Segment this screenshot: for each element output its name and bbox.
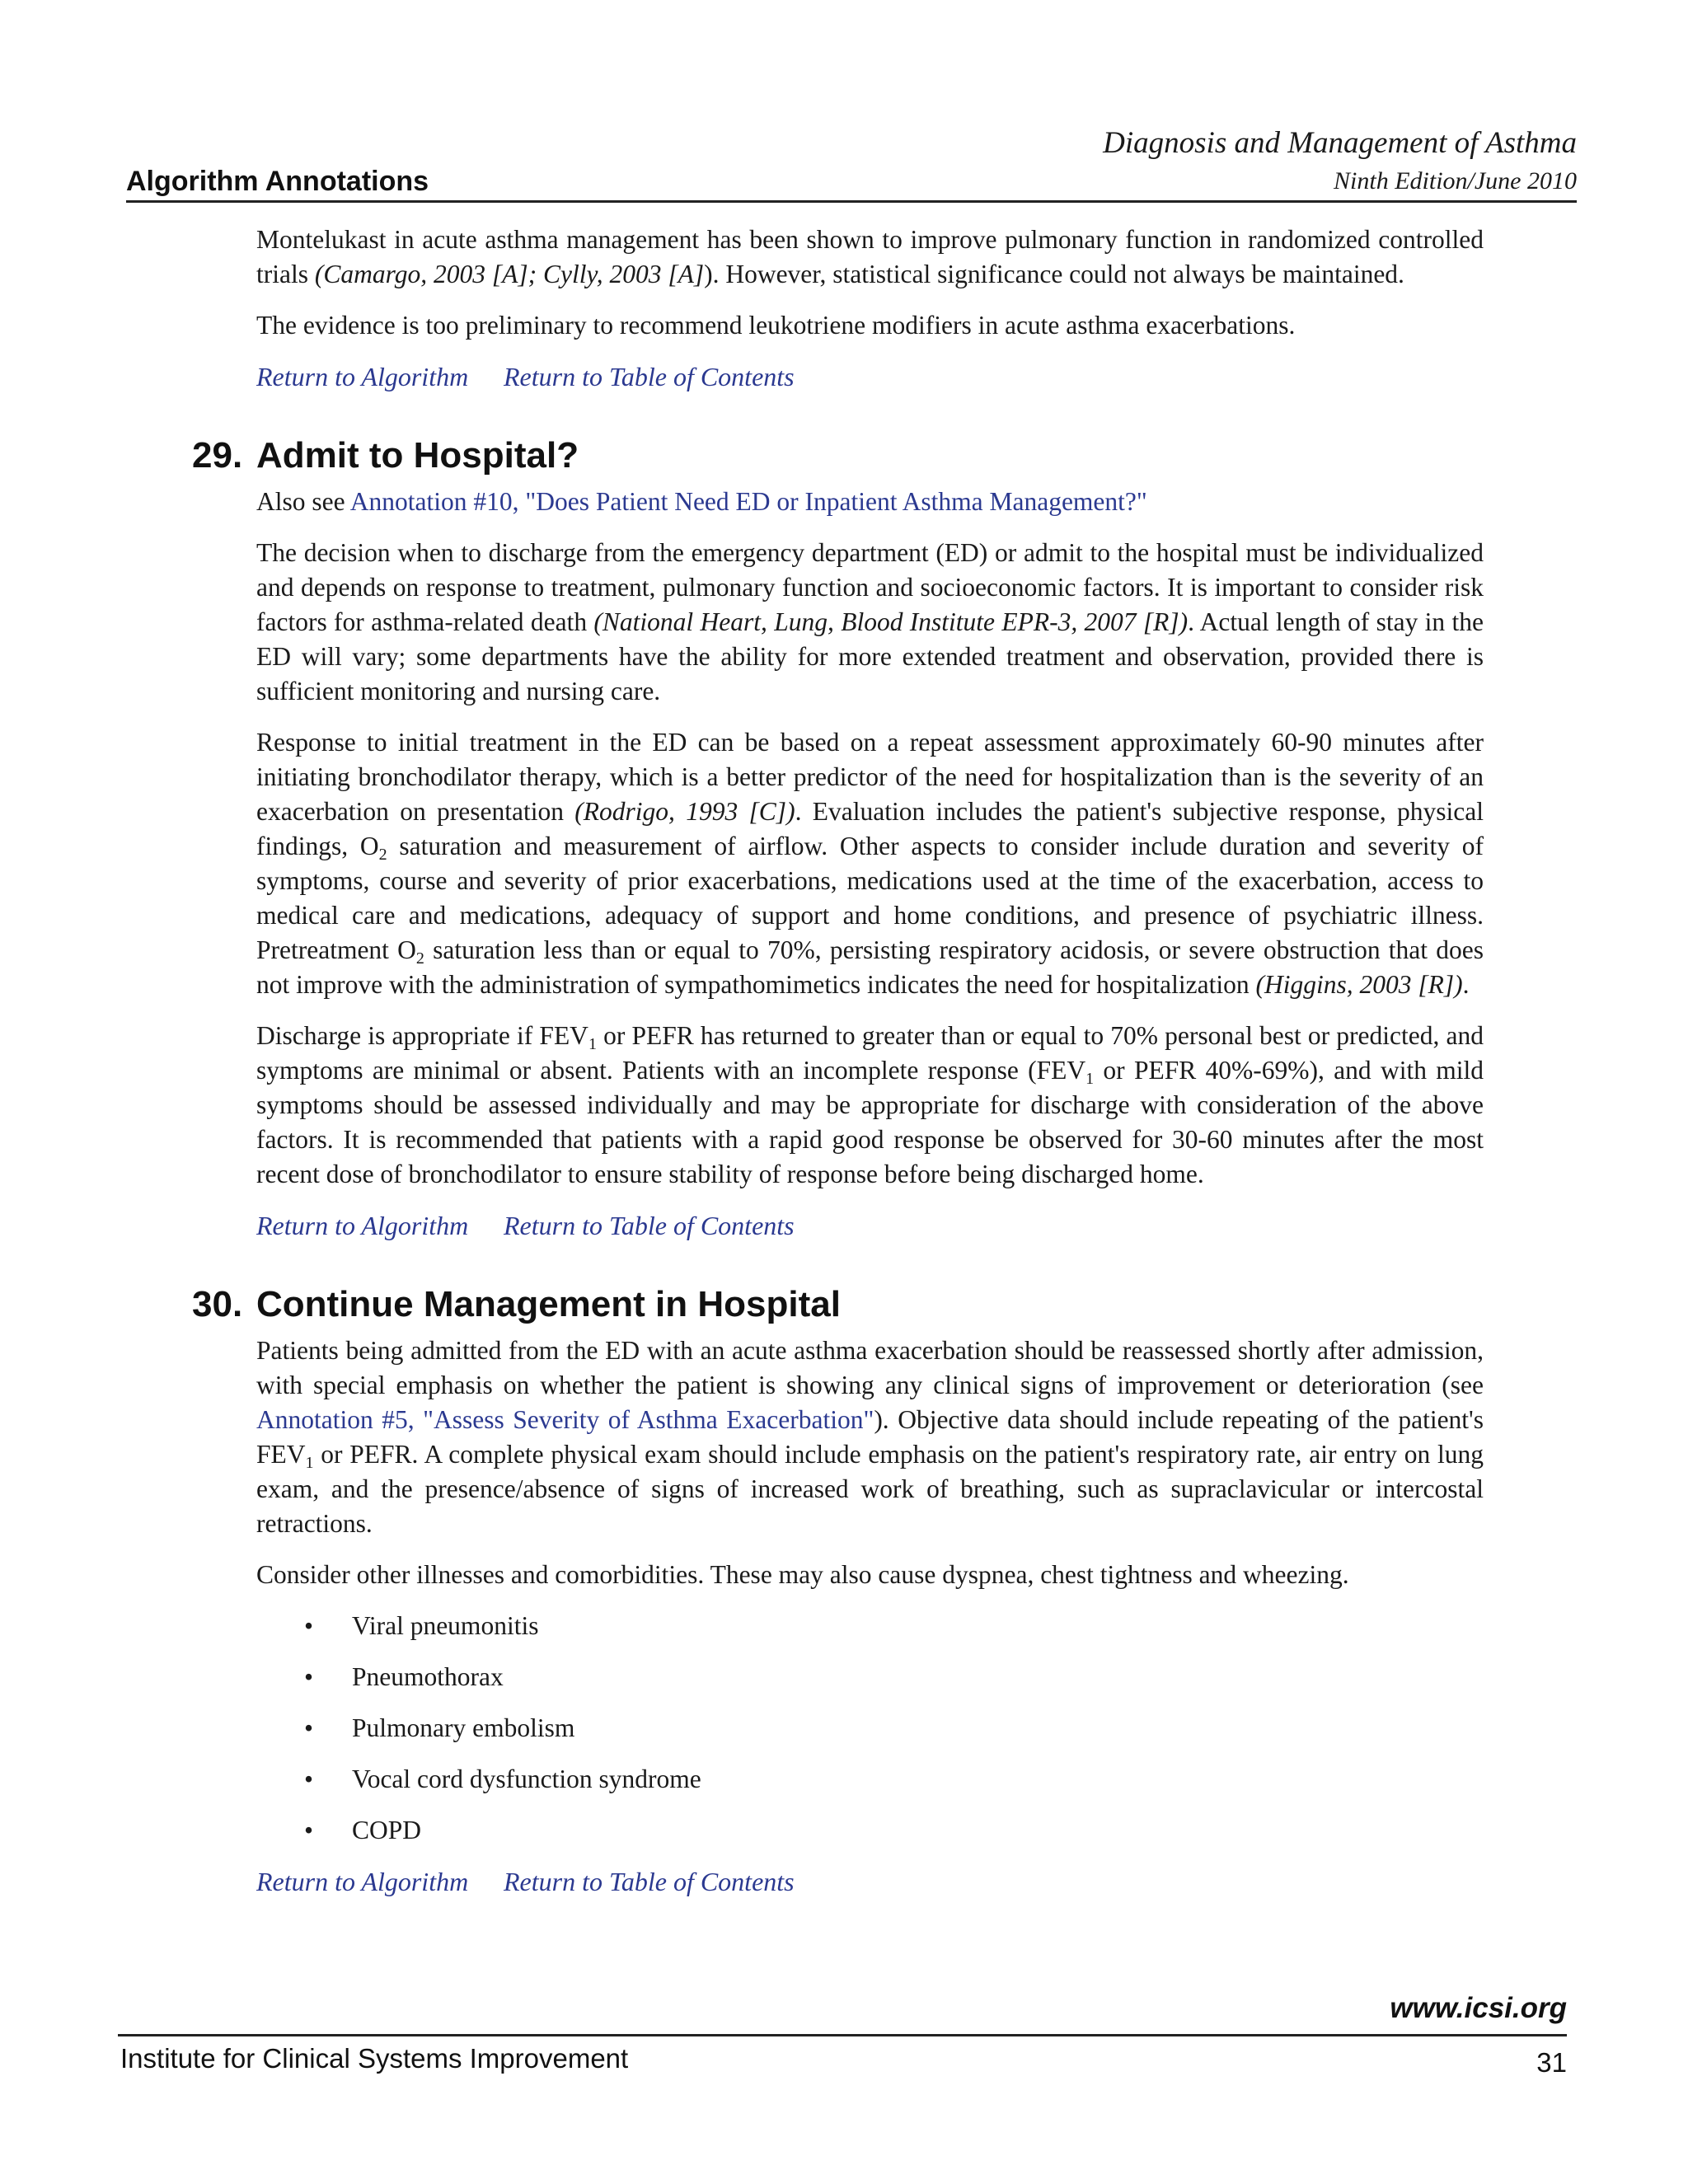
return-to-toc-link[interactable]: Return to Table of Contents xyxy=(504,1867,795,1896)
list-item: • Viral pneumonitis xyxy=(256,1609,1484,1643)
list-item: • Vocal cord dysfunction syndrome xyxy=(256,1762,1484,1797)
edition-label: Ninth Edition/June 2010 xyxy=(1334,167,1577,194)
section-29-number: 29. xyxy=(192,435,243,476)
section-30-paragraph-2: Consider other illnesses and comorbidities. These may also cause dyspnea, chest tightness and wheezing. xyxy=(256,1560,1349,1589)
section-30-number: 30. xyxy=(192,1284,243,1324)
section-30-title: Continue Management in Hospital xyxy=(256,1284,841,1324)
bullet-icon: • xyxy=(304,1662,314,1691)
return-to-toc-link[interactable]: Return to Table of Contents xyxy=(504,1211,795,1240)
intro-paragraph-2: The evidence is too preliminary to recommend leukotriene modifiers in acute asthma exacerbations. xyxy=(256,311,1296,340)
nav-links-2 xyxy=(256,1208,1484,1243)
list-item: • Pulmonary embolism xyxy=(256,1711,1484,1746)
nav-links-1 xyxy=(256,359,1484,394)
bullet-icon: • xyxy=(304,1816,314,1844)
return-to-algorithm-link[interactable]: Return to Algorithm xyxy=(256,1211,469,1240)
nav-links-3 xyxy=(256,1864,1484,1899)
section-29-paragraph-2: Response to initial treatment in the ED can be based on a repeat assessment approximately 60-90 minutes after initiating bronchodilator therapy, which is a better predictor of the need for hospitalization than is the severity of an exacerbation on presentation (Rodrigo, 1993 [C]). Evaluation includes the patient's subjective response, physical findings, $O_2$ saturation and measurement of airflow. Other aspects to consider include duration and severity of symptoms, course and severity of prior exacerbations, medications used at the time of the exacerbation, access to medical care and medications, adequacy of support and home conditions, and presence of psychiatric illness. Pretreatment $O_2$ saturation less than or equal to 70%, persisting respiratory acidosis, or severe obstruction that does not improve with the administration of sympathomimetics indicates the need for hospitalization (Higgins, 2003 [R]). xyxy=(256,728,1484,999)
return-to-algorithm-link[interactable]: Return to Algorithm xyxy=(256,1867,469,1896)
footer-organization: Institute for Clinical Systems Improvement xyxy=(120,2043,629,2074)
bullet-icon: • xyxy=(304,1765,314,1793)
section-30-heading xyxy=(192,1282,1484,1327)
section-29-paragraph-1: The decision when to discharge from the emergency department (ED) or admit to the hospital must be individualized and depends on response to treatment, pulmonary function and socioeconomic factors. It is important to consider risk factors for asthma-related death (National Heart, Lung, Blood Institute EPR-3, 2007 [R]). Actual length of stay in the ED will vary; some departments have the ability for more extended treatment and observation, provided there is sufficient monitoring and nursing care. xyxy=(256,538,1484,705)
section-label: Algorithm Annotations xyxy=(126,166,429,197)
document-title: Diagnosis and Management of Asthma xyxy=(1103,126,1577,160)
header-rule xyxy=(126,200,1577,203)
section-29-heading xyxy=(192,434,1484,478)
section-29-paragraph-3: Discharge is appropriate if $FEV_1$ or PEFR has returned to greater than or equal to 70% personal best or predicted, and symptoms are minimal or absent. Patients with an incomplete response ($FEV_1$ or PEFR 40%-69%), and with mild symptoms should be assessed individually and may be appropriate for discharge with consideration of the above factors. It is recommended that patients with a rapid good response be observed for 30-60 minutes after the most recent dose of bronchodilator to ensure stability of response before being discharged home. xyxy=(256,1021,1484,1188)
intro-paragraph-1: Montelukast in acute asthma management has been shown to improve pulmonary function in randomized controlled trials (Camargo, 2003 [A]; Cylly, 2003 [A]). However, statistical significance could not always be maintained. xyxy=(256,225,1484,288)
section-30-paragraph-1: Patients being admitted from the ED with an acute asthma exacerbation should be reassessed shortly after admission, with special emphasis on whether the patient is showing any clinical signs of improvement or deterioration (see Annotation #5, "Assess Severity of Asthma Exacerbation"). Objective data should include repeating of the patient's $FEV_1$ or PEFR. A complete physical exam should include emphasis on the patient's respiratory rate, air entry on lung exam, and the presence/absence of signs of increased work of breathing, such as supraclavicular or intercostal retractions. xyxy=(256,1336,1484,1538)
page-content xyxy=(192,223,1484,1915)
bullet-icon: • xyxy=(304,1713,314,1742)
list-item: • Pneumothorax xyxy=(256,1660,1484,1694)
comorbidity-list xyxy=(256,1609,1484,1848)
return-to-toc-link[interactable]: Return to Table of Contents xyxy=(504,362,795,391)
section-29-title: Admit to Hospital? xyxy=(256,435,579,476)
footer-url: www.icsi.org xyxy=(1390,1992,1567,2024)
return-to-algorithm-link[interactable]: Return to Algorithm xyxy=(256,362,469,391)
annotation-10-link[interactable]: Annotation #10, "Does Patient Need ED or Inpatient Asthma Management?" xyxy=(349,487,1147,516)
page-number: 31 xyxy=(1536,2047,1567,2078)
footer-rule xyxy=(118,2034,1567,2036)
section-29-also-see: Also see Annotation #10, "Does Patient Need ED or Inpatient Asthma Management?" xyxy=(256,487,1147,516)
annotation-5-link[interactable]: Annotation #5, "Assess Severity of Asthma Exacerbation" xyxy=(256,1405,874,1434)
list-item: • COPD xyxy=(256,1813,1484,1848)
bullet-icon: • xyxy=(304,1611,314,1640)
